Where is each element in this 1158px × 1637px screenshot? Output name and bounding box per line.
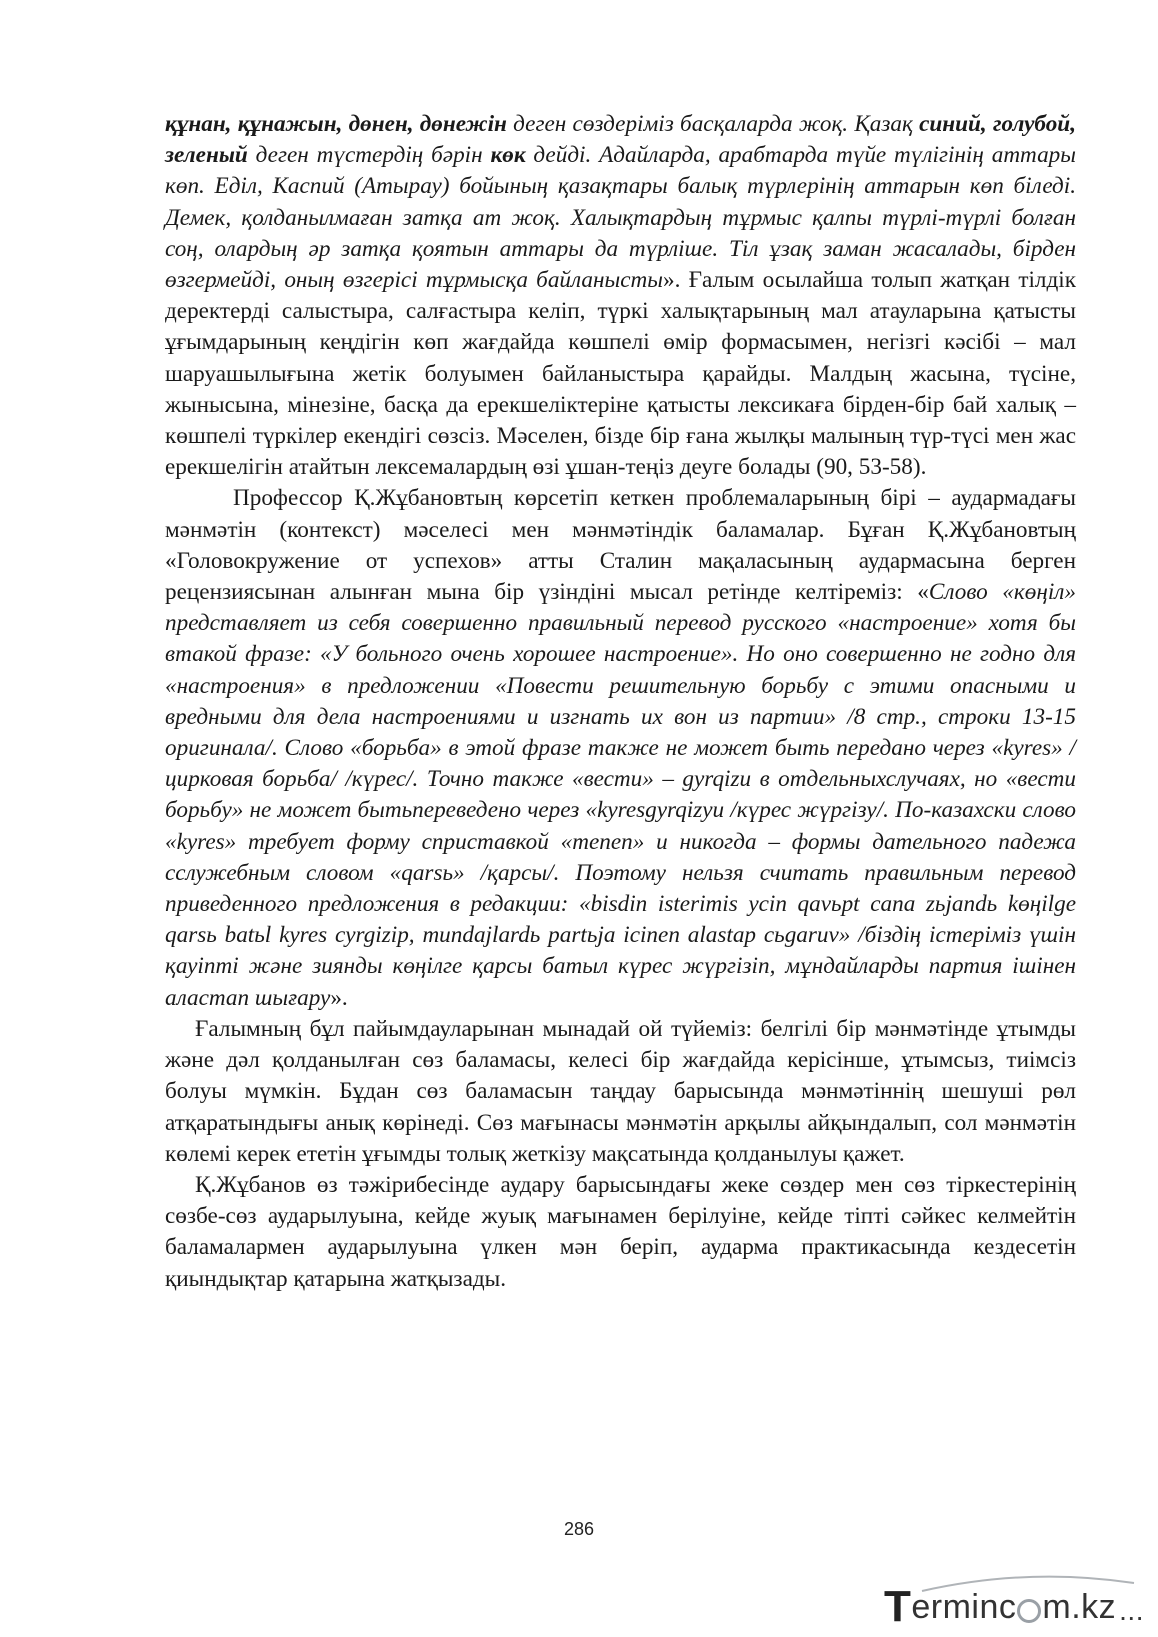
watermark-text-c: c: [998, 1588, 1017, 1626]
text-run: ». Ғалым осылайша толып жатқан тілдік деректерді салыстыра, салғастыра келіп, түркі халықтарының мал атауларына қатысты ұғымдарының кеңдігін көп жағдайда көшпелі өмір формасымен, негізгі кәсібі – мал шаруашылығына жетік болуымен байланыстыра қарайды. Малдың жасына, түсіне, жынысына, мінезіне, басқа да ерекшеліктеріне қатысты лексикаға бірден-бір бай халық – көшпелі түркілер екендігі сөзсіз. Мәселен, бізде бір ғана жылқы малының түр-түсі мен жас ерекшелігін атайтын лексемалардың өзі ұшан-теңіз деуге болады (90, 53-58).: [165, 267, 1076, 481]
text-run: көк: [490, 142, 526, 169]
watermark-letter-t: T: [883, 1582, 912, 1631]
watermark-text-part2: m.kz: [1042, 1588, 1117, 1626]
text-run: деген сөздеріміз басқаларда жоқ. Қазақ: [506, 111, 920, 137]
text-run: ».: [330, 984, 348, 1011]
page-body: [165, 109, 1076, 1295]
text-run: Профессор Қ.Жұбановтың көрсетіп кеткен проблемаларының бірі – аудармадағы мәнмәтін (контекст) мәселесі мен мәнмәтіндік баламалар. Бұған Қ.Жұбановтың «Головокружение от успехов» атты Сталин мақаласының аудармасына берген рецензиясынан алынған мына бір үзіндіні мысал ретінде келтіреміз: «: [165, 485, 1076, 606]
quote-run: Слово «көңіл» представляет из себя совершенно правильный перевод русского «настроение» хотя бы втакой фразе: «У больного очень хорошее настроение». Но оно совершенно не годно для «настроения» в предложении «Повести решительную борьбу с этими опасными и вредными для дела настроениями и изгнать их вон из партии» /8 стр., строки 13-15 оригинала/. Слово «борьба» в этой фразе также не может быть передано через «kyres» /цирковая борьба/ /күрес/. Точно также «вести» – gyrqizu в отдельныхслучаях, но «вести борьбу» не может бытьпереведено через «kyresgyrqizyu /күрес жүргізу/. По-казахски слово «kyres» требует форму сприставкой «тепеп» и никогда – формы дательного падежа сслужебным словом «qarsь» /қарсы/. Поэтому нельзя считать правильным перевод приведенного предложения в редакции: «bisdin isterimis ycin qavьpt cana zьjandь kөңilge qarsь batьl kyres cyrgizip, mundajlardь partьja icinen alastap сьgaruv» /біздің істеріміз үшін қауіпті және зиянды көңілге қарсы батыл күрес жүргізіп, мұндайларды партия ішінен аластап шығару: [165, 579, 1076, 1011]
text-run: синий, голубой, зеленый: [165, 111, 1076, 169]
page-number: 286: [563, 1519, 595, 1539]
text-run: құнан, құнажын, дөнен, дөнежін: [165, 111, 507, 137]
text-run: деген түстердің бәрін: [247, 142, 491, 169]
watermark-dots: ...: [1119, 1595, 1144, 1626]
watermark-text-part1: ermin: [911, 1588, 999, 1626]
text-run: дейді. Адайларда, арабтарда түйе түлігінің аттары көп. Еділ, Каспий (Атырау) бойының қазақтары балық түрлерінің аттарын көп біледі. Демек, қолданылмаған затқа ат жоқ. Халықтардың тұрмыс қалпы түрлі-түрлі болған соң, олардың әр затқа қоятын аттары да түрліше. Тіл ұзақ заман жасалады, бірден өзгермейді, оның өзгерісі тұрмысқа байланысты: [165, 142, 1076, 294]
paragraph-2: [165, 483, 1076, 1013]
paragraph-1: [165, 109, 1076, 483]
watermark-logo: [883, 1582, 1144, 1631]
watermark-circle-icon: [1017, 1599, 1041, 1623]
paragraph-4: Қ.Жұбанов өз тәжірибесінде аудару барысындағы жеке сөздер мен сөз тіркестерінің сөзбе-сөз аударылуына, кейде жуық мағынамен берілуіне, кейде тіпті сәйкес келмейтін баламалармен аударылуына үлкен мән беріп, аударма практикасында кездесетін қиындықтар қатарына жатқызады.: [165, 1171, 1076, 1292]
paragraph-3: Ғалымның бұл пайымдауларынан мынадай ой түйеміз: белгілі бір мәнмәтінде ұтымды және дәл қолданылған сөз баламасы, келесі бір жағдайда керісінше, ұтымсыз, тиімсіз болуы мүмкін. Бұдан сөз баламасын таңдау барысында мәнмәтіннің шешуші рөл атқаратындығы анық көрінеді. Сөз мағынасы мәнмәтін арқылы айқындалып, сол мәнмәтін көлемі керек ететін ұғымды толық жеткізу мақсатында қолданылуы қажет.: [165, 1015, 1076, 1167]
